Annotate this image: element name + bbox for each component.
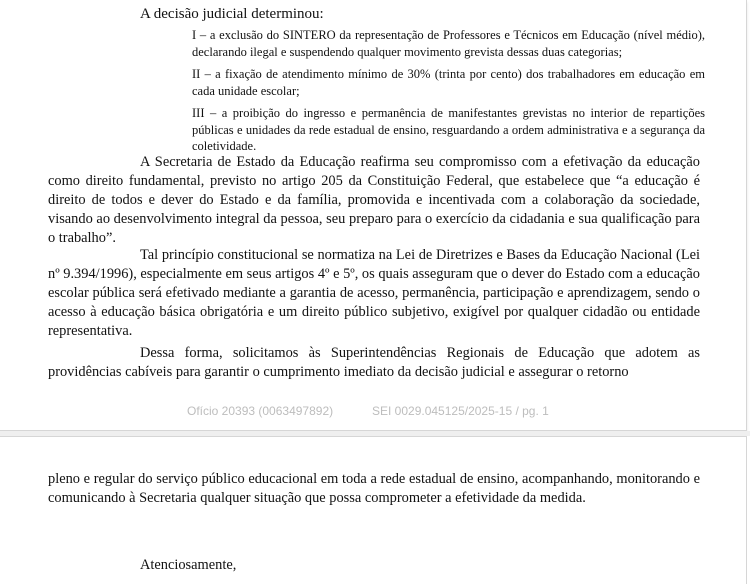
decision-item-1: I – a exclusão do SINTERO da representação de Professores e Técnicos em Educação (nível médio), declarando ilegal e suspendendo qualquer movimento grevista dessas duas categorias; [192,28,705,59]
paragraph-request: Dessa forma, solicitamos às Superintendências Regionais de Educação que adotem as providências cabíveis para garantir o cumprimento imediato da decisão judicial e assegurar o retorno [48,345,700,380]
sei-reference: SEI 0029.045125/2025-15 / pg. 1 [372,404,549,418]
office-reference: Ofício 20393 (0063497892) [187,404,334,418]
decision-items [192,27,705,161]
paragraph-constitution: A Secretaria de Estado da Educação reafirma seu compromisso com a efetivação da educação como direito fundamental, previsto no artigo 205 da Constituição Federal, que estabelece que “a educação é direito de todos e dever do Estado e da família, promovida e incentivada com a colaboração da sociedade, visando ao desenvolvimento integral da pessoa, seu preparo para o exercício da cidadania e sua qualificação para o trabalho”. [48,154,700,246]
decision-item-2: II – a fixação de atendimento mínimo de 30% (trinta por cento) dos trabalhadores em educação em cada unidade escolar; [192,67,705,98]
paragraph-ldb: Tal princípio constitucional se normatiza na Lei de Diretrizes e Bases da Educação Nacional (Lei nº 9.394/1996), especialmente em seus artigos 4º e 5º, os quais asseguram que o dever do Estado com a educação escolar pública será efetivado mediante a garantia de acesso, permanência, participação e aprendizagem, sendo o acesso à educação básica obrigatória e um direito público subjetivo, exigível por qualquer cidadão ou entidade representativa. [48,247,700,339]
closing-salutation: Atenciosamente, [140,557,237,573]
paragraph-continuation: pleno e regular do serviço público educacional em toda a rede estadual de ensino, acompanhando, monitorando e comunicando à Secretaria qualquer situação que possa comprometer a efetividade da medida. [48,471,700,506]
decision-lead: A decisão judicial determinou: [140,6,324,22]
decision-item-3: III – a proibição do ingresso e permanência de manifestantes grevistas no interior de repartições públicas e unidades da rede estadual de ensino, resguardando a ordem administrativa e a segurança da coletividade. [192,106,705,153]
document-page-2 [0,436,747,584]
